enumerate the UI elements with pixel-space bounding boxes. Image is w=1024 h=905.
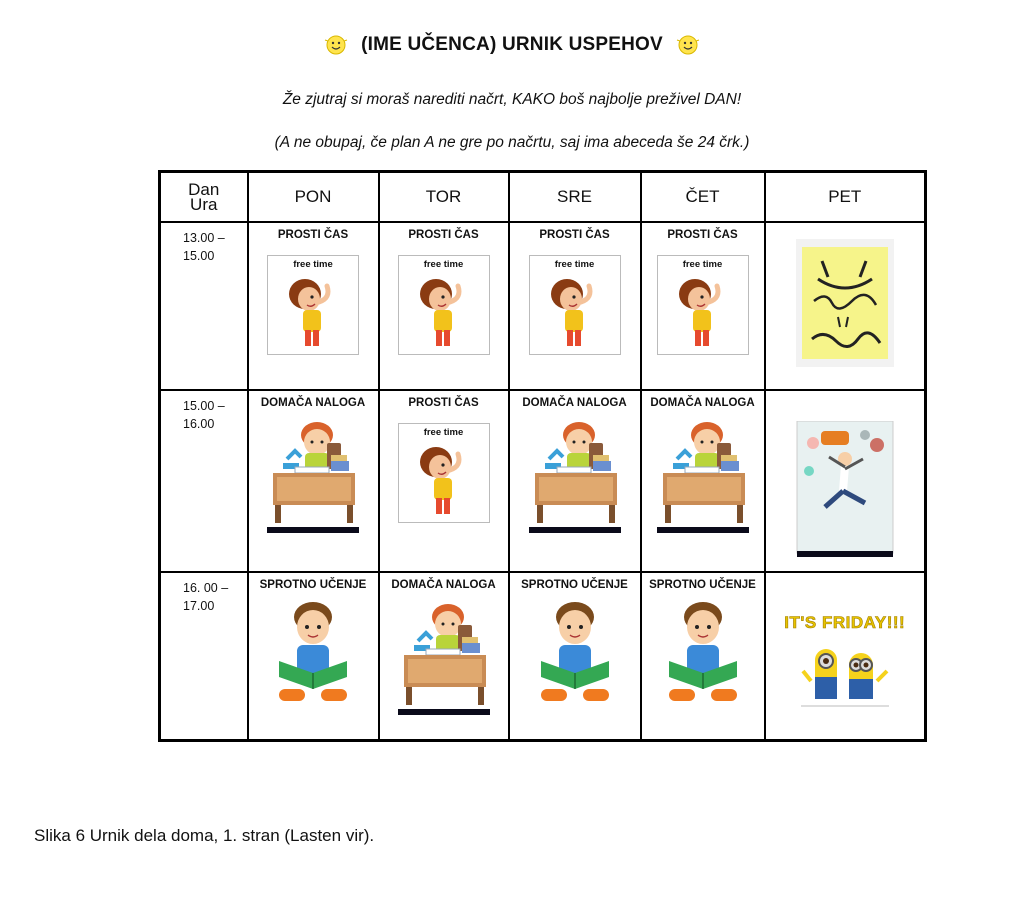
time-cell: [160, 572, 248, 741]
activity-label: SPROTNO UČENJE: [259, 579, 367, 591]
activity-label: PROSTI ČAS: [277, 229, 349, 241]
free-time-icon: [671, 272, 735, 352]
schedule-cell-tue: [379, 222, 509, 390]
table-row: [160, 390, 926, 572]
activity-label: DOMAČA NALOGA: [260, 397, 366, 409]
schedule-cell-fri: [765, 222, 926, 390]
free-time-card: [398, 423, 490, 523]
activity-label: SPROTNO UČENJE: [521, 579, 628, 591]
free-time-text: free time: [423, 259, 464, 270]
jumping-man-icon: [795, 421, 895, 561]
schedule-cell-tue: [379, 390, 509, 572]
figure-caption: Slika 6 Urnik dela doma, 1. stran (Lasten vir).: [34, 826, 375, 845]
activity-label: SPROTNO UČENJE: [649, 579, 756, 591]
schedule-cell-mon: [248, 390, 379, 572]
activity-label: PROSTI ČAS: [667, 229, 738, 241]
title-text: (IME UČENCA) URNIK USPEHOV: [361, 34, 663, 55]
schedule-cell-mon: [248, 572, 379, 741]
free-time-card: [529, 255, 621, 355]
subtitle-plan: Že zjutraj si moraš narediti načrt, KAKO boš najbolje preživel DAN!: [282, 91, 742, 108]
smile-friday-icon: [796, 239, 894, 367]
time-start: 15.00 –: [183, 399, 225, 413]
schedule-cell-fri: [765, 390, 926, 572]
activity-label: PROSTI ČAS: [408, 397, 479, 409]
smiley-icon: [676, 34, 700, 56]
smiley-icon: [324, 34, 348, 56]
reading-boy-icon: [535, 597, 615, 709]
activity-label: PROSTI ČAS: [408, 229, 479, 241]
free-time-card: [267, 255, 359, 355]
table-row: [160, 572, 926, 741]
free-time-icon: [281, 272, 345, 352]
free-time-icon: [543, 272, 607, 352]
minions-icon: [797, 641, 893, 711]
schedule-table: [158, 170, 927, 742]
schedule-cell-tue: [379, 572, 509, 741]
time-end: 15.00: [183, 249, 215, 263]
schedule-cell-wed: [509, 572, 641, 741]
free-time-card: [398, 255, 490, 355]
day-header-mon: PON: [248, 172, 379, 223]
schedule-cell-thu: [641, 222, 765, 390]
friday-banner: IT'S FRIDAY!!!: [784, 613, 906, 632]
homework-desk-icon: [265, 415, 361, 539]
free-time-text: free time: [554, 259, 595, 270]
time-start: 13.00 –: [183, 231, 225, 245]
header-row: [160, 172, 926, 223]
free-time-icon: [412, 272, 476, 352]
free-time-card: [657, 255, 749, 355]
activity-label: DOMAČA NALOGA: [391, 579, 496, 591]
homework-desk-icon: [527, 415, 623, 539]
corner-cell: [160, 172, 248, 223]
page-title: [0, 34, 1024, 56]
reading-boy-icon: [663, 597, 743, 709]
time-end: 17.00: [183, 599, 215, 613]
free-time-text: free time: [423, 427, 464, 438]
corner-day-label: Dan: [188, 180, 220, 199]
schedule-cell-fri: [765, 572, 926, 741]
day-header-wed: SRE: [509, 172, 641, 223]
schedule-cell-thu: [641, 390, 765, 572]
free-time-text: free time: [293, 259, 333, 270]
activity-label: DOMAČA NALOGA: [522, 397, 627, 409]
day-header-thu: ČET: [641, 172, 765, 223]
free-time-icon: [412, 440, 476, 520]
schedule-cell-thu: [641, 572, 765, 741]
time-end: 16.00: [183, 417, 215, 431]
time-start: 16. 00 –: [183, 581, 229, 595]
day-header-tue: TOR: [379, 172, 509, 223]
day-header-fri: PET: [765, 172, 926, 223]
free-time-text: free time: [682, 259, 723, 270]
homework-desk-icon: [396, 597, 492, 721]
time-cell: [160, 222, 248, 390]
activity-label: PROSTI ČAS: [539, 229, 610, 241]
schedule-cell-mon: [248, 222, 379, 390]
activity-label: DOMAČA NALOGA: [650, 397, 755, 409]
subtitle-plan-b: (A ne obupaj, če plan A ne gre po načrtu, saj ima abeceda še 24 črk.): [274, 134, 750, 151]
schedule-cell-wed: [509, 390, 641, 572]
time-cell: [160, 390, 248, 572]
homework-desk-icon: [655, 415, 751, 539]
reading-boy-icon: [273, 597, 353, 709]
table-row: [160, 222, 926, 390]
schedule-cell-wed: [509, 222, 641, 390]
corner-hour-label: Ura: [190, 195, 218, 214]
